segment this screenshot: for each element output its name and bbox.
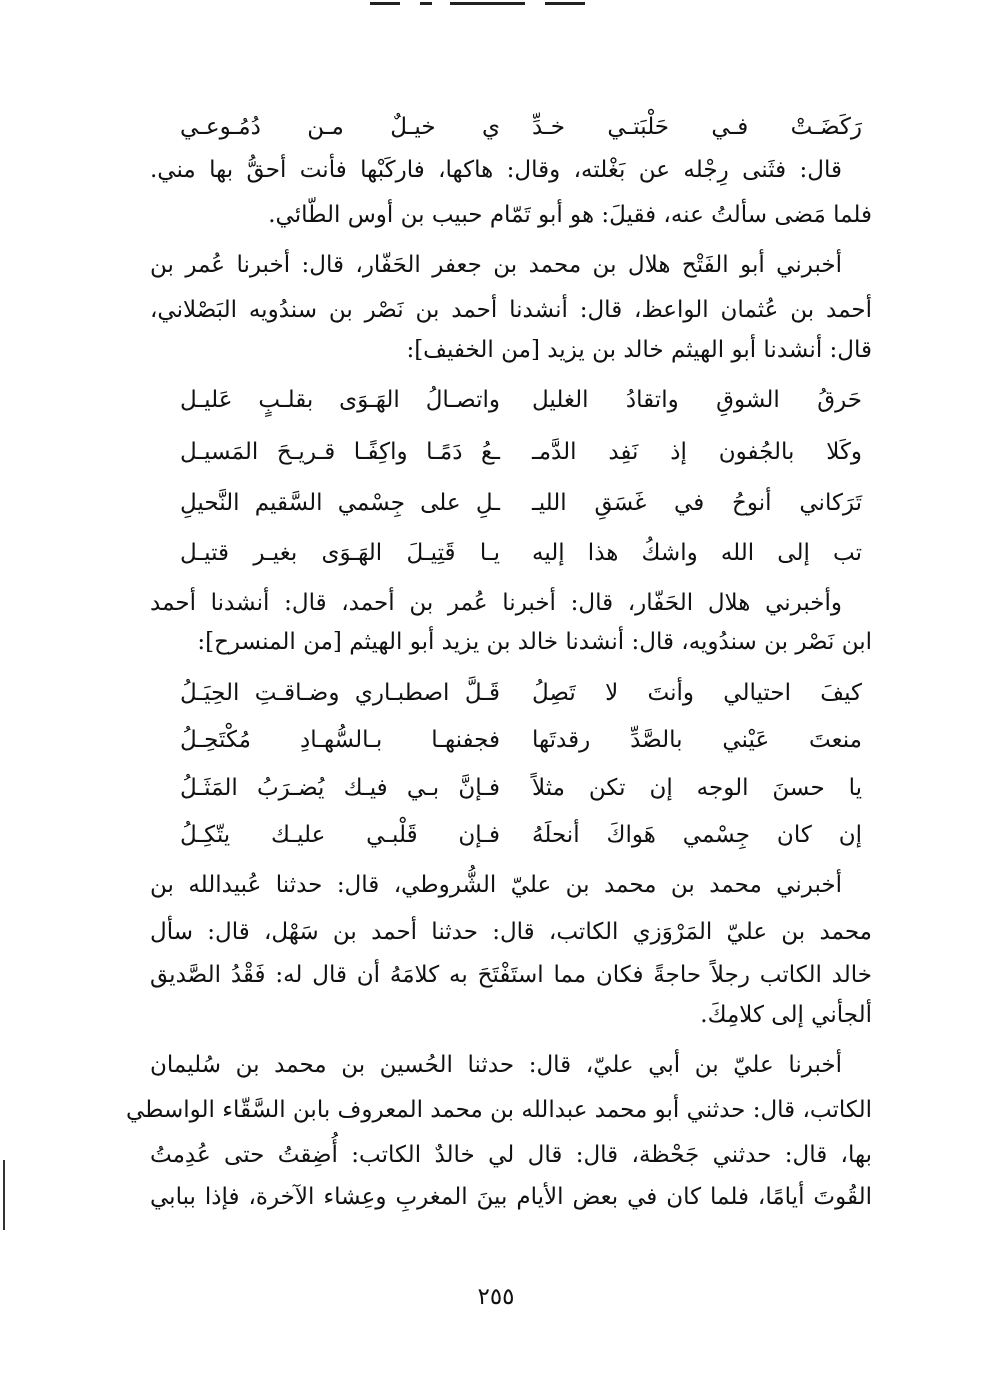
verse-first-hemistich: رَكَضَـتْ فـي حَلْبَتـي خـدِّ — [532, 114, 862, 140]
poem-verse — [162, 725, 862, 755]
paragraph-line: أخبرني أبو الفَتْح هلال بن محمد بن جعفر الحَفّار، قال: أخبرنا عُمر بن — [150, 252, 842, 278]
poem-verse — [162, 820, 862, 850]
header-rule — [370, 2, 600, 5]
header-rule-segment — [545, 2, 585, 5]
verse-second-hemistich: ـعُ دَمًـا واكِفًـا قـريـحَ المَسيـل — [180, 439, 500, 465]
poem-verse — [162, 437, 862, 467]
paragraph-line: قال: فثَنى رِجْله عن بَغْلته، وقال: هاكها، فاركَبْها فأنت أحقُّ بها مني. — [150, 157, 842, 183]
verse-first-hemistich: تب إلى الله واشكُ هذا إليه — [532, 540, 862, 566]
poem-verse — [162, 678, 862, 708]
page-number: ٢٥٥ — [477, 1284, 515, 1310]
paragraph-line: قال: أنشدنا أبو الهيثم خالد بن يزيد [من الخفيف]: — [406, 337, 872, 363]
header-rule-segment — [420, 2, 432, 5]
paragraph-line: ابن نَصْر بن سندُويه، قال: أنشدنا خالد بن يزيد أبو الهيثم [من المنسرح]: — [197, 629, 872, 655]
poem-verse — [162, 773, 862, 803]
paragraph-line: وأخبرني هلال الحَفّار، قال: أخبرنا عُمر بن أحمد، قال: أنشدنا أحمد — [150, 590, 842, 616]
margin-mark — [3, 1160, 5, 1230]
paragraph-line: أخبرني محمد بن محمد بن عليّ الشُّروطي، قال: حدثنا عُبيدالله بن — [150, 872, 842, 898]
paragraph-line: أحمد بن عُثمان الواعظ، قال: أنشدنا أحمد بن نَصْر بن سندُويه البَصْلاني، — [150, 297, 872, 323]
verse-second-hemistich: فجفنهـا بـالسُّهـادِ مُكْتَحِـلُ — [180, 727, 500, 753]
paragraph-line: فلما مَضى سألتُ عنه، فقيلَ: هو أبو تَمّام حبيب بن أوس الطّائي. — [268, 202, 872, 228]
verse-first-hemistich: يا حسنَ الوجه إن تكن مثلاً — [532, 775, 862, 801]
paragraph-line: ألجأني إلى كلامِكَ. — [700, 1002, 872, 1028]
verse-second-hemistich: فـإن قَلْبـي عليـك يتّكِـلُ — [180, 822, 500, 848]
verse-first-hemistich: وكَلا بالجُفون إذ نَفِد الدَّمـ — [532, 439, 862, 465]
verse-second-hemistich: يـا قَتِيـلَ الهَـوَى بغيـر قتيـل — [180, 540, 500, 566]
paragraph-line: خالد الكاتب رجلاً حاجةً فكان مما استَفْتَحَ به كلامَهُ أن قال له: فَقْدُ الصَّديق — [150, 962, 872, 988]
paragraph-line: بها، قال: حدثني جَحْظة، قال: قال لي خالدٌ الكاتب: أُضِقتُ حتى عُدِمتُ — [150, 1142, 872, 1168]
verse-first-hemistich: كيفَ احتيالي وأنتَ لا تَصِلُ — [532, 680, 862, 706]
poem-verse — [162, 538, 862, 568]
header-rule-segment — [370, 2, 400, 5]
header-rule-segment — [450, 2, 525, 5]
verse-first-hemistich: حَرقُ الشوقِ واتقادُ الغليل — [532, 387, 862, 413]
poem-verse — [162, 488, 862, 518]
verse-second-hemistich: واتصـالُ الهَـوَى بقلـبٍ عَليـل — [180, 387, 500, 413]
verse-second-hemistich: ي خيـلٌ مـن دُمُـوعـي — [180, 114, 500, 140]
verse-first-hemistich: تَرَكاني أنوحُ في غَسَقِ الليـ — [532, 490, 862, 516]
verse-second-hemistich: قَـلَّ اصطبـاري وضـاقـتِ الحِيَـلُ — [180, 680, 500, 706]
verse-second-hemistich: ـلِ على جِسْمي السَّقيم النَّحيلِ — [180, 490, 500, 516]
paragraph-line: أخبرنا عليّ بن أبي عليّ، قال: حدثنا الحُسين بن محمد بن سُليمان — [150, 1052, 842, 1078]
paragraph-line: الكاتب، قال: حدثني أبو محمد عبدالله بن محمد المعروف بابن السَّقّاء الواسطي — [125, 1097, 872, 1123]
opening-verse — [162, 112, 862, 142]
verse-second-hemistich: فـإنَّ بـي فيـك يُضـرَبُ المَثَـلُ — [180, 775, 500, 801]
verse-first-hemistich: إن كان جِسْمي هَواكَ أنحلَهُ — [532, 822, 862, 848]
poem-verse — [162, 385, 862, 415]
paragraph-line: محمد بن عليّ المَرْوَزي الكاتب، قال: حدثنا أحمد بن سَهْل، قال: سأل — [150, 919, 872, 945]
verse-first-hemistich: منعتَ عَيْني بالصَّدِّ رقدتَها — [532, 727, 862, 753]
paragraph-line: القُوتَ أيامًا، فلما كان في بعض الأيام بينَ المغربِ وعِشاء الآخرة، فإذا ببابي — [150, 1184, 872, 1210]
